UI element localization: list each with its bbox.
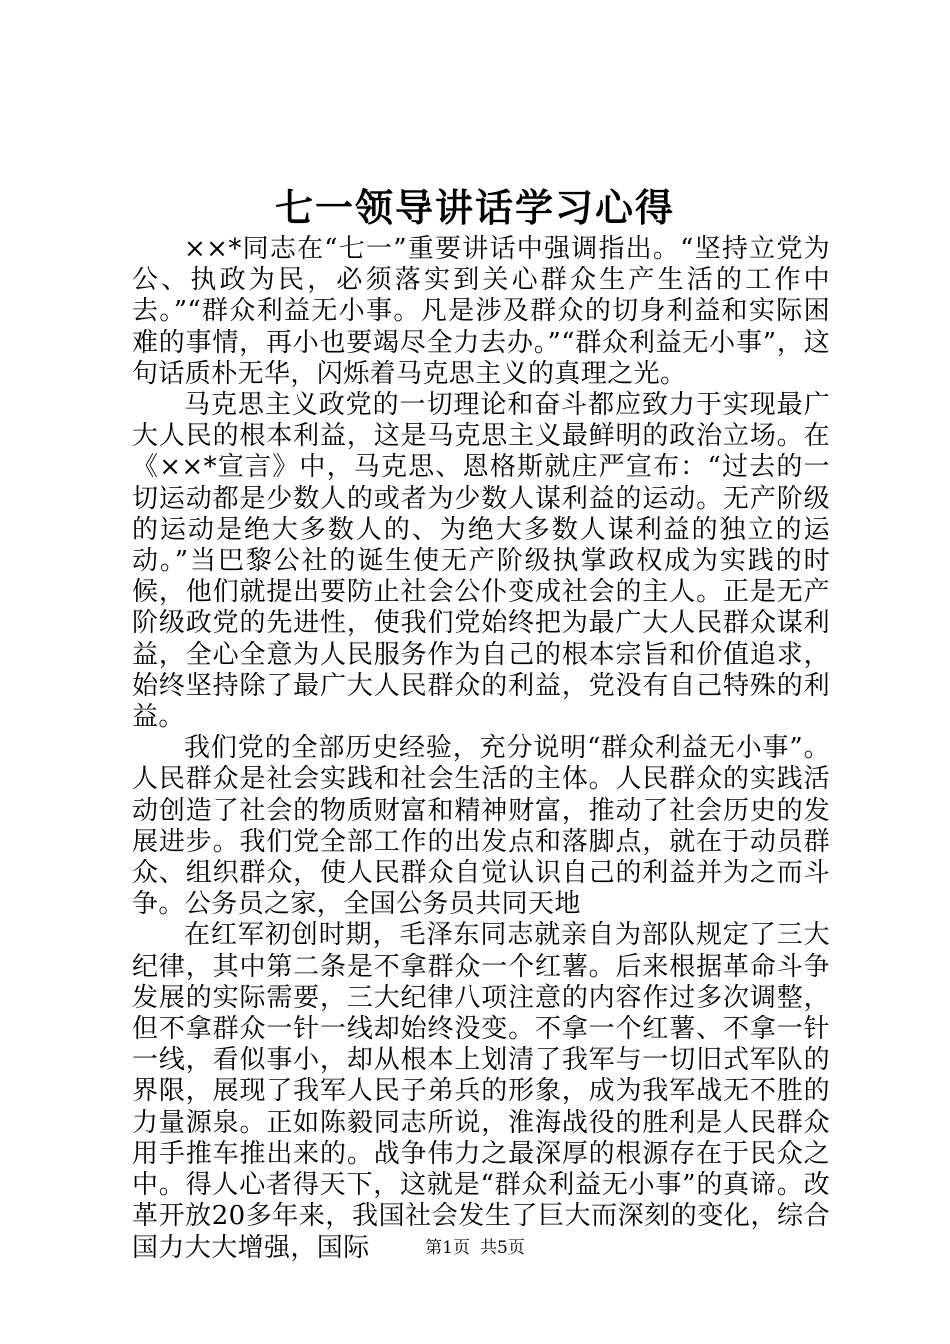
paragraph-1: ××*同志在“七一”重要讲话中强调指出。“坚持立党为公、执政为民，必须落实到关心群众生产生活的工作中去。”“群众利益无小事。凡是涉及群众的切身利益和实际困难的事情，再小也要竭尽全力去办。”“群众利益无小事”，这句话质朴无华，闪烁着马克思主义的真理之光。	[132, 234, 830, 389]
document-body	[132, 234, 830, 1264]
document-title: 七一领导讲话学习心得	[274, 185, 675, 230]
paragraph-2: 马克思主义政党的一切理论和奋斗都应致力于实现最广大人民的根本利益，这是马克思主义最鲜明的政治立场。在《××*宣言》中，马克思、恩格斯就庄严宣布：“过去的一切运动都是少数人的或者为少数人谋利益的运动。无产阶级的运动是绝大多数人的、为绝大多数人谋利益的独立的运动。”当巴黎公社的诞生使无产阶级执掌政权成为实践的时候，他们就提出要防止社会公仆变成社会的主人。正是无产阶级政党的先进性，使我们党始终把为最广大人民群众谋利益，全心全意为人民服务作为自己的根本宗旨和价值追求，始终坚持除了最广大人民群众的利益，党没有自己特殊的利益。	[132, 390, 830, 733]
paragraph-3: 我们党的全部历史经验，充分说明“群众利益无小事”。人民群众是社会实践和社会生活的主体。人民群众的实践活动创造了社会的物质财富和精神财富，推动了社会历史的发展进步。我们党全部工作的出发点和落脚点，就在于动员群众、组织群众，使人民群众自觉认识自己的利益并为之而斗争。公务员之家，全国公务员共同天地	[132, 733, 830, 920]
page-total: 共5页	[480, 1238, 525, 1258]
page-footer	[0, 1236, 950, 1260]
page-number: 第1页	[425, 1238, 470, 1258]
paragraph-4: 在红军初创时期，毛泽东同志就亲自为部队规定了三大纪律，其中第二条是不拿群众一个红薯。后来根据革命斗争发展的实际需要，三大纪律八项注意的内容作过多次调整，但不拿群众一针一线却始终没变。不拿一个红薯、不拿一针一线，看似事小，却从根本上划清了我军与一切旧式军队的界限，展现了我军人民子弟兵的形象，成为我军战无不胜的力量源泉。正如陈毅同志所说，淮海战役的胜利是人民群众用手推车推出来的。战争伟力之最深厚的根源存在于民众之中。得人心者得天下，这就是“群众利益无小事”的真谛。改革开放20多年来，我国社会发生了巨大而深刻的变化，综合国力大大增强，国际	[132, 920, 830, 1263]
